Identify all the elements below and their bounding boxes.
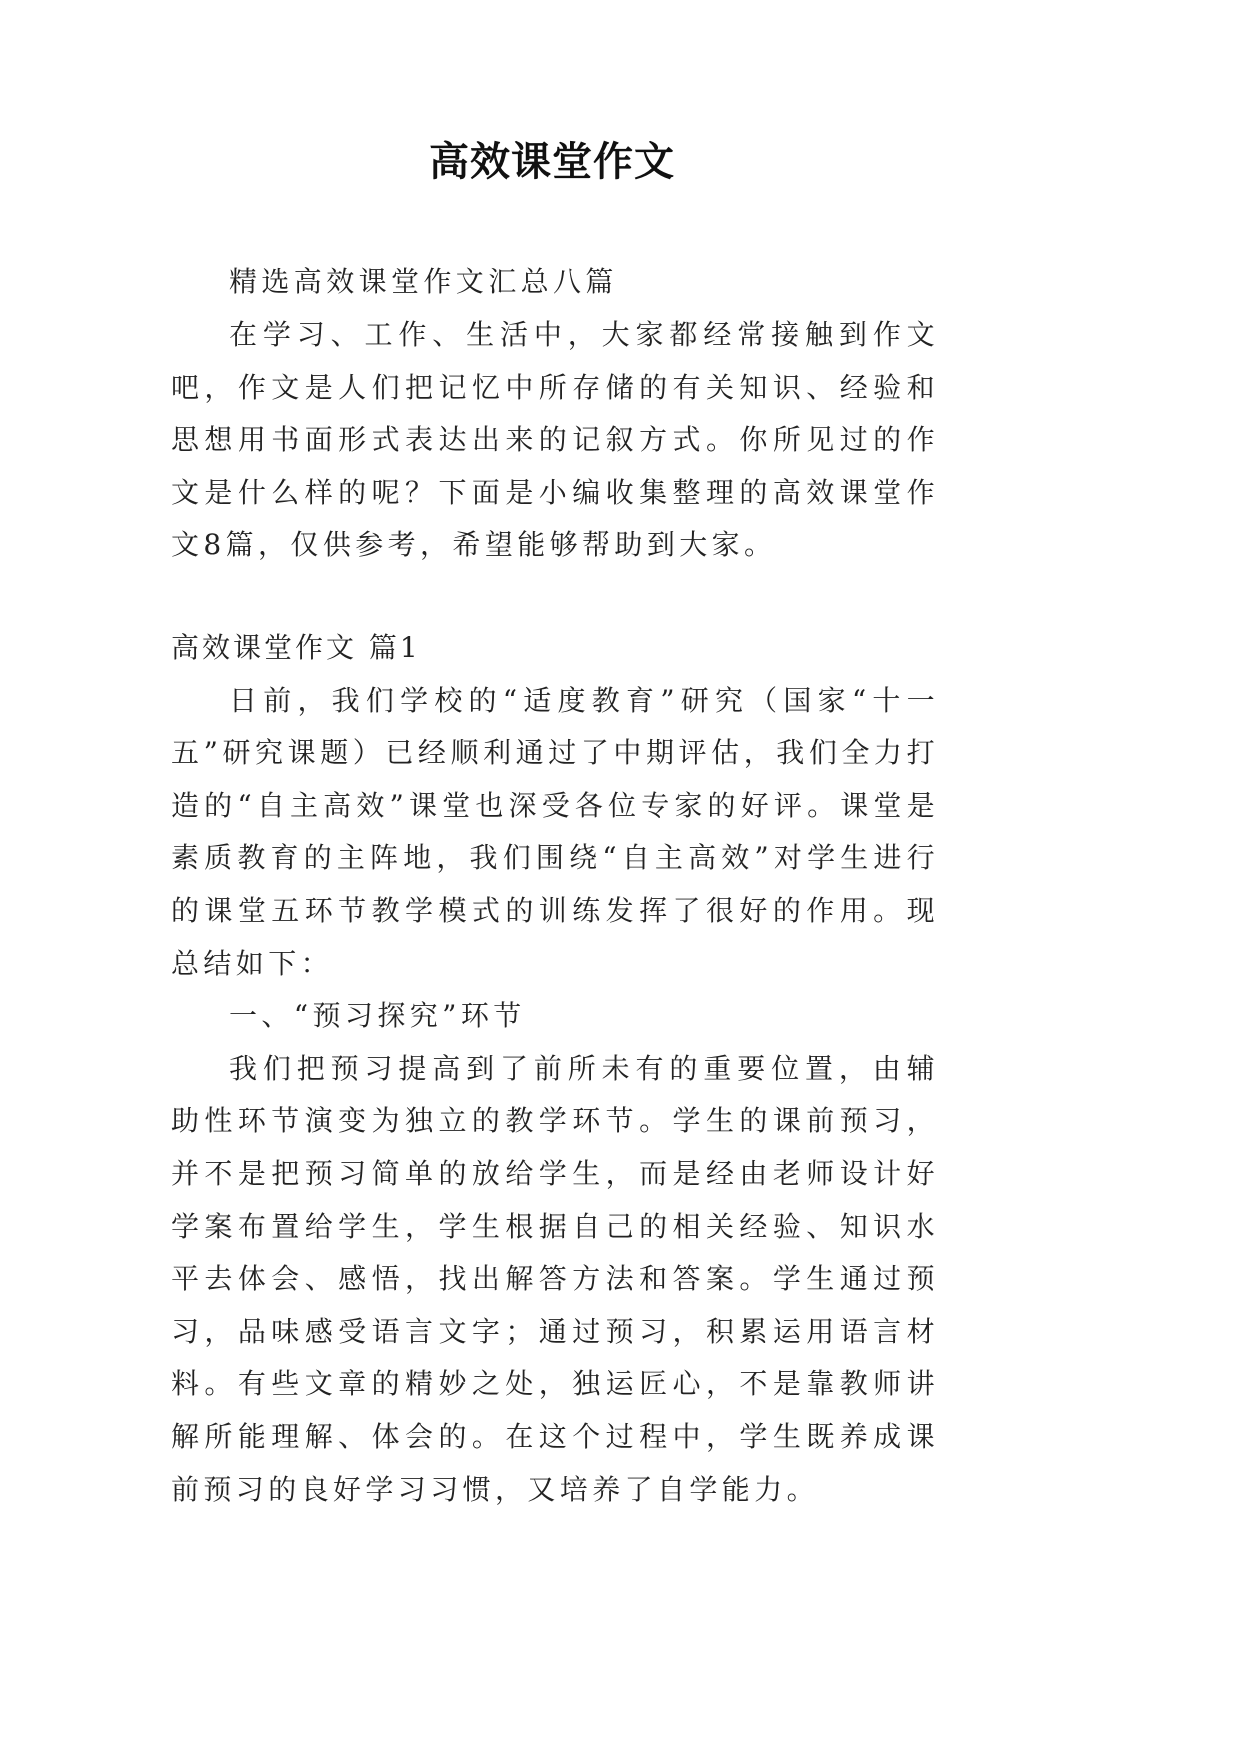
intro-paragraph: 在学习、工作、生活中，大家都经常接触到作文吧，作文是人们把记忆中所存储的有关知识、经验和思想用书面形式表达出来的记叙方式。你所见过的作文是什么样的呢？下面是小编收集整理的高效课堂作文8篇，仅供参考，希望能够帮助到大家。	[171, 318, 939, 562]
section-1-paragraph-3: 我们把预习提高到了前所未有的重要位置，由辅助性环节演变为独立的教学环节。学生的课前预习，并不是把预习简单的放给学生，而是经由老师设计好学案布置给学生，学生根据自己的相关经验、知识水平去体会、感悟，找出解答方法和答案。学生通过预习，品味感受语言文字；通过预习，积累运用语言材料。有些文章的精妙之处，独运匠心，不是靠教师讲解所能理解、体会的。在这个过程中，学生既养成课前预习的良好学习习惯，又培养了自学能力。	[171, 1051, 939, 1506]
subtitle-text: 精选高效课堂作文汇总八篇	[229, 265, 618, 298]
intro-block	[171, 309, 939, 572]
section-1	[171, 622, 939, 1516]
section-1-paragraph-2: 一、“预习探究”环节	[229, 999, 526, 1033]
document-subtitle	[171, 256, 939, 309]
section-1-paragraph-1: 日前，我们学校的“适度教育”研究（国家“十一五”研究课题）已经顺利通过了中期评估，我们全力打造的“自主高效”课堂也深受各位专家的好评。课堂是素质教育的主阵地，我们围绕“自主高效”对学生进行的课堂五环节教学模式的训练发挥了很好的作用。现总结如下：	[171, 683, 939, 980]
section-1-heading: 高效课堂作文 篇1	[171, 631, 421, 664]
document-title: 高效课堂作文	[429, 139, 675, 185]
